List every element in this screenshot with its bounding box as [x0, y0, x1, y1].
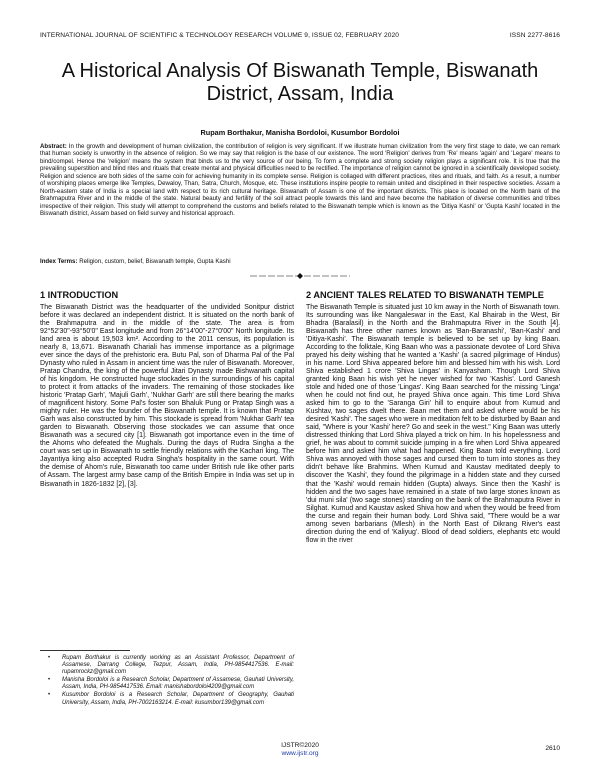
abstract-text: In the growth and development of human civilization, the contribution of religion is very significant. If we illustrate human civilization from the very first stage to date, we can remark that human society is unworthy in the absence of religion. So we may say that religion is the base of our existence. The word 'Religion' derives from 'Re' means 'again' and 'Legare' means to bind/compel. Hence the 'religion' means the system that binds us to the very source of our being. To form a complete and strong society religion plays a significant role. It is true that the prevailing superstition and blind rites and rituals that create mental and physical difficulties need to be rectified. The importance of religion cannot be ignored in a scientifically developed society. Religion and science are both sides of the same coin for achieving humanity in its complete sense. Religion is collaged with different practices, rites and rituals, and faith. As a result, a number of worshiping places emerge like Temples, Dewaloy, Than, Satra, Church, Mosque, etc. These institutions inspire people to remain united and disciplined in their respective societies. Assam a North-eastern state of India is a special land with respect to its rich cultural heritage. Biswanath of Assam is one of the important districts. This place is located on the North bank of the Brahmaputra River and in the middle of the state. Natural beauty and fertility of the soil attract people towards this land and have become the habitation of diverse communities and tribes irrespective of their religion. This study will attempt to comprehend the customs and beliefs related to the Biswanath temple which is known as the 'Ditiya Kashi' or 'Gupta Kashi' located in the Biswanath district, Assam based on field survey and historical approach.	[40, 143, 560, 218]
right-column	[306, 290, 560, 545]
author-footnotes	[40, 655, 294, 708]
footer-code: IJSTR©2020	[281, 742, 319, 749]
journal-header: INTERNATIONAL JOURNAL OF SCIENTIFIC & TECHNOLOGY RESEARCH VOLUME 9, ISSUE 02, FEBRUARY 2020	[40, 32, 400, 39]
ancient-tales-body: The Biswanath Temple is situated just 10 km away in the North of Biswanath town. Its surrounding was like Nangaleswar in the East, Kal Bhairab in the West, Bir Bhadra (Baralasil) in the North and the Brahmaputra River in the South [4]. Biswanath has three other names known as 'Ban-Baranashi', 'Ban-Kashi' and 'Ditiya-Kashi'. The Biswanath temple is believed to be set up by king Baan. According to the folktale, King Baan who was a passionate devotee of Lord Shiva prayed his deity wishing that he wanted a 'Kashi' (a sacred pilgrimage of Hindus) in his name. Lord Shiva appeared before him and blessed him with his wish. Lord Shiva established 1 crore 'Shiva Lingas' in Kanyasham. Though Lord Shiva granted king Baan his wish yet he never wished for two 'Kashis'. Lord Ganesh stole and hided one of those 'Lingas'. King Baan searched for the missing 'Linga' when he could not find out, he prayed Shiva once again. This time Lord Shiva asked him to go to the 'Saranga Giri' hill to enquire about from Kumud and Kushtav, two sages dwelt there. Baan met them and asked where would be his desired 'Kashi'. The sages who were in meditation felt to be disturbed by Baan and said, "Where is your 'Kashi' here? Go and seek in the west." King Baan was utterly distressed thinking that Lord Shiva played a trick on him. In his hopelessness and grief, he was about to commit suicide jumping in a fire when Lord Shiva appeared before him and asked him what had happened. King Baan told everything. Lord Shiva was annoyed with those sages and cursed them to turn into stones as they didn't behave like Brahmins. When Kumud and Kaustav meditated deeply to discover the 'Kashi', they found the pilgrimage in a hidden state and they cursed that the 'Kashi' would remain hidden (Gupta) always. Since then the 'Kashi' is hidden and the two sages have remained in a state of two large stones known as 'dui muni sila' (two sage stones) standing on the bank of the Brahmaputra River in Silghat. Kumud and Kaustav asked Shiva how and when they would be freed from the curse and regain their human body. Lord Shiva said, "There would be a war among seven barbarians (Mlesh) in the North East of Dikrang River's east direction during the end of 'Kaliyug'. Blood of dead soldiers, elephants etc would flow in the river	[306, 303, 560, 544]
author-list: Rupam Borthakur, Manisha Bordoloi, Kusumbor Bordoloi	[200, 128, 400, 137]
section-divider	[250, 272, 350, 280]
left-column	[40, 290, 294, 489]
paper-title: A Historical Analysis Of Biswanath Temple, Biswanath District, Assam, India	[61, 60, 539, 105]
page-number: 2610	[545, 745, 560, 752]
footnote-item: • Kusumbor Bordoloi is a Research Scholar, Department of Geography, Gauhati University, Assam, India, PH-7002163214. E-mail: kusumbor139@gmail.com	[40, 692, 294, 706]
index-terms-text: Religion, custom, belief, Biswanath temple, Gupta Kashi	[79, 258, 231, 265]
abstract	[40, 143, 560, 218]
section-heading-introduction: 1 INTRODUCTION	[40, 290, 119, 300]
footnote-item: • Manisha Bordoloi is a Research Scholar, Department of Assamese, Gauhati University, Assam, India, PH-9854417536. Email: manishabordoloi4209@gmail.com	[40, 677, 294, 691]
abstract-label: Abstract:	[40, 143, 67, 150]
introduction-body: The Biswanath District was the headquarter of the undivided Sonitpur district before it was declared an independent district. It is situated on the north bank of the Brahmaputra and in the middle of the state. The area is from 92°52'30"-93°50'0" East longitude and from 26°14'00"-27°0'00" North longitude. Its land area is about 19,503 km². According to the 2011 census, its population is nearly 8, 13,671. Biswanath Chariali has immense importance as a pilgrimage ever since the days of the prehistoric era. Butu Pal, son of Dharma Pal of the Pal Dynasty who ruled in Assam in ancient time was the ruler of Biswanath. Moreover, Pratap Chandra, the king of the powerful Jitari Dynasty made Bishwanath capital of his kingdom. He constructed huge stockades in the surroundings of his capital to protect it from attacks of the invaders. The remaining of those stockades like historic 'Pratap Garh', 'Majuli Garh', 'Nukhar Garh' are still there bearing the marks of magnificent history. Some Pal's foster son Bhaluk Pung or Pratap Singh was a mighty ruler. He was the founder of the Biswanath temple. It is known that Pratap Garh was also constructed by him. This stockade is spread from 'Nukhar Garh' tea garden to Biswanath. Observing those stockades we can assume that once Biswanath was a secured city [1]. Biswanath got importance even in the time of the Ahoms who defeated the Mughals. During the days of Rudra Singha a the court was set up in Biswanath to settle friendly relations with the Kachari king. The Jayantiya king also accepted Rudra Singha's hospitality in the same court. With the demise of Ahom's rule, Biswanath too came under British rule like other parts of Assam. The largest army base camp of the British Empire in India was set up in Biswanath in 1826-1832 [2], [3].	[40, 303, 294, 488]
issn-label: ISSN 2277-8616	[509, 32, 560, 39]
index-terms-label: Index Terms:	[40, 258, 78, 265]
section-heading-ancient-tales: 2 ANCIENT TALES RELATED TO BISWANATH TEMPLE	[306, 290, 544, 300]
page-footer	[40, 742, 560, 758]
index-terms	[40, 258, 560, 265]
footer-url-link[interactable]: www.ijstr.org	[281, 750, 319, 757]
footnote-rule	[40, 650, 130, 651]
footnote-item: • Rupam Borthakur is currently working as an Assistant Professor, Department of Assamese, Darrang College, Tezpur, Assam, India, PH-9854417536. E-mail: rupamrockz@gmail.com	[40, 655, 294, 676]
